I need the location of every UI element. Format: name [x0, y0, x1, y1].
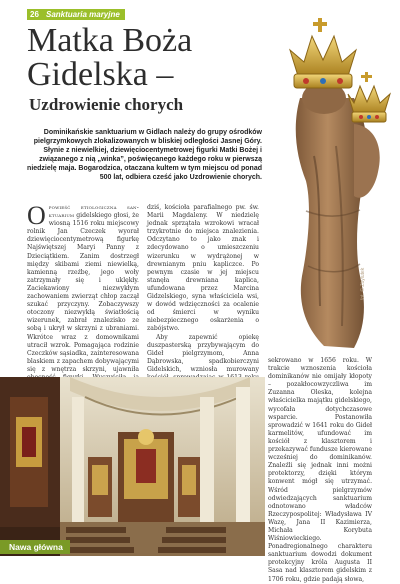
madonna-figurine-image: [262, 6, 398, 358]
article-lead: Dominikańskie sanktuarium w Gidlach należy do grupy ośrodków pielgrzymkowych zlokalizowanych w bliskiej odległości Jasnej Góry. Słynie z niewielkiej, dziewięciocentymetrowej figurki Matki Bożej i związanego z nią „winka”, poświęcanego każdego roku w pierwszą niedzielę maja. Bogarodzica, otaczana kultem w tym miejscu od ponad 500 lat, odbiera cześć jako Uzdrowienie chorych.: [27, 129, 262, 182]
col3-paragraph-1: sekrowano w 1656 roku. W trakcie wznoszenia kościoła dominikanów nie omijały kłopoty – pozakłocowzyczliwa im Zuzanna Oleska, kolejna właścicielka majątku gidelskiego, wycofała dotychczasowe wsparcie. Postanowiła sprowadzić w 1641 roku do Gideł karmelitów, ufundować im kościół z klasztorem i przekazywać fundusze kierowane wcześniej do dominikanów. Znaleźli się jednak inni możni protektorzy, dzięki którym konwent mógł się utrzymać. Wśród pielgrzymów odwiedzających sanktuarium odnotowano władców Rzeczypospolitej: Władysława IV Wazę, Jana II Kazimierza, Michała Korybuta Wiśniowieckiego. Ponadregionalnego charakteru sanktuarium dowodzi dokument protekcyjny króla Augusta II Sasa nad klasztorem gidelskim z 1706 roku, gdzie padają słowa,: [268, 357, 372, 583]
col1-lead-in: powieść etiologiczna san-ktuarium: [48, 204, 139, 220]
page-number: 26: [27, 9, 42, 20]
photo-caption: Nawa główna: [0, 540, 70, 554]
section-label: Sanktuaria maryjne: [42, 9, 125, 20]
body-column-2: [147, 204, 259, 376]
col2-paragraph-1: dziś, kościoła parafialnego pw. św. Marii Magdaleny. W niedzielę jednak sprzątała wzrokowi wracał trzykrotnie do miejsca znalezienia. Odczytano to jako znak i zdecydowano o umieszczeniu wizerunku w wydrążonej w drewnianym pniu kapliczce. Po pewnym czasie w jej miejscu stanęła drewniana kaplica, ufundowana przez Marcina Gidzelskiego, syna właściciela wsi, w dowód wdzięczności za ocalenie od śmierci w wyniku niebezpiecznego oskarżenia o zabójstwo.: [147, 204, 259, 333]
large-crown-icon: [290, 18, 356, 88]
body-column-3: [268, 357, 372, 583]
article-title: [27, 24, 277, 92]
figurine-illustration: [262, 6, 398, 358]
church-nave-photo: [0, 377, 265, 556]
drop-cap: O: [27, 201, 46, 230]
col1-paragraph-1: gidelskiego głosi, że wiosną 1516 roku miejscowy rolnik Jan Czeczek wyorał dziewięciocentymetrową figurkę Najświętszej Maryi Panny z Dzieciątkiem. Zanim dostrzegł między skibami ziemi niewielką, kamienną rzeźbę, jego woły zatrzymały się i uklękły. Zaciekawiony niezwykłym zachowaniem zwierząt chłop zaczął szukać przyczyny. Zobaczywszy otoczony niezwykłą światłością wizerunek, zabrał znalezisko ze sobą i ukrył w skrzyni z ubraniami. Wkrótce wraz z domownikami utracił wzrok. Pomagająca rodzinie Czeczków sąsiadka, zainteresowana blaskiem z zapachem dobywającymi się z wnętrza skrzyni, ujawniła: [27, 212, 139, 373]
body-column-1: [27, 201, 139, 377]
title-line-2: Gidelska –: [27, 56, 174, 93]
col2-paragraph-2: Aby zapewnić opiekę duszpasterską przybywającym do Gideł pielgrzymom, Anna Dąbrowska, spadkobierczyni Gidelskich, wzniosła murowany: [147, 333, 259, 373]
title-line-1: Matka Boża: [27, 22, 193, 59]
article-subtitle: Uzdrowienie chorych: [29, 95, 184, 114]
small-crown-icon: [348, 72, 390, 122]
nave-illustration: [0, 377, 265, 556]
photo-credit: fot. © Zbylutek: [360, 267, 366, 300]
